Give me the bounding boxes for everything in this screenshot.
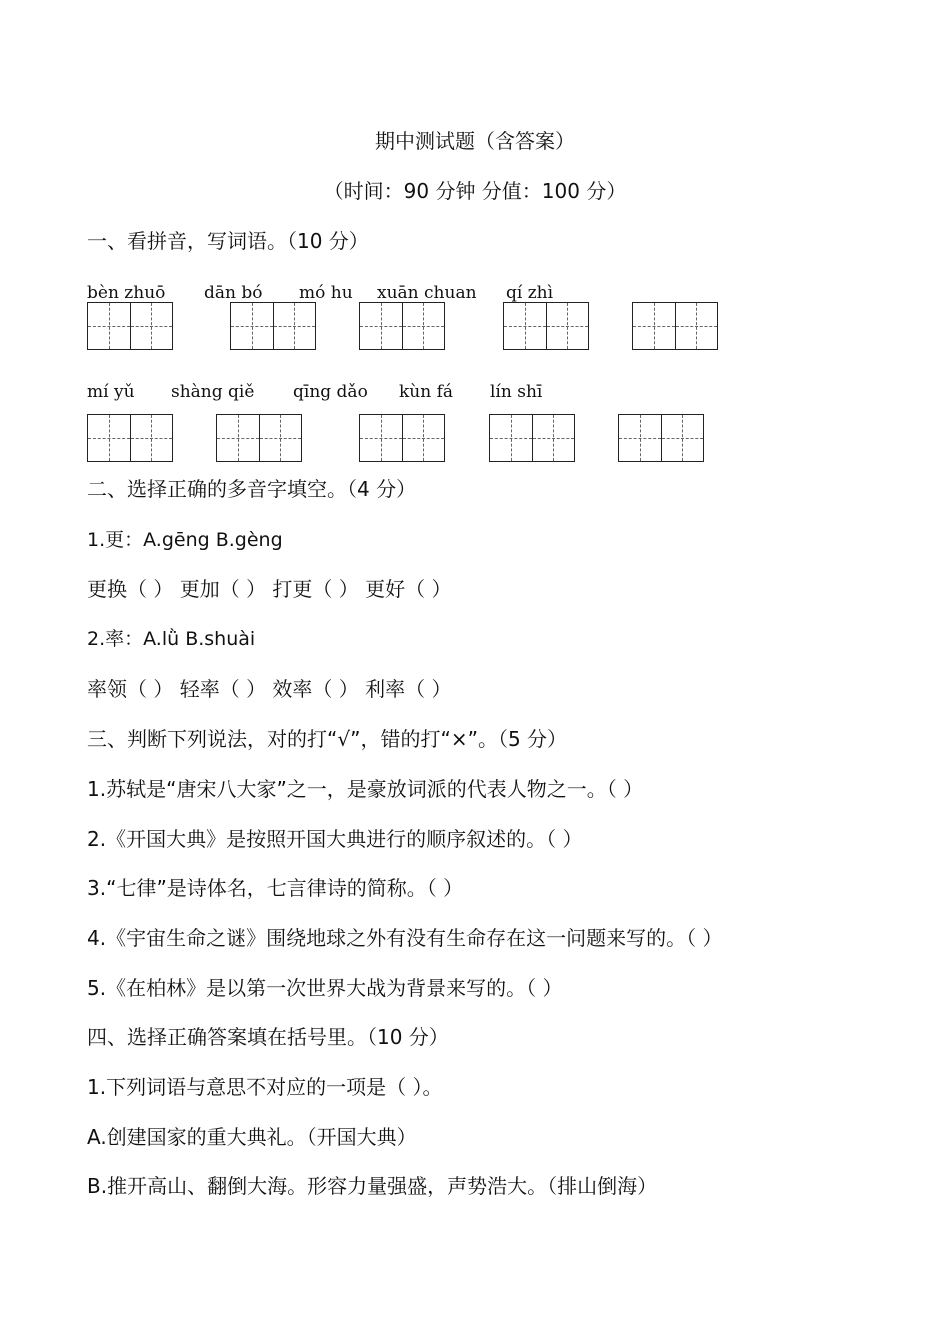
- pinyin-label: xuān chuan: [377, 283, 477, 303]
- judgment-item: 4.《宇宙生命之谜》围绕地球之外有没有生命存在这一问题来写的。（ ）: [87, 926, 723, 950]
- writing-grid[interactable]: [216, 414, 302, 462]
- pinyin-label: mó hu: [299, 283, 353, 303]
- pinyin-label: lín shī: [490, 382, 543, 402]
- judgment-item: 5.《在柏林》是以第一次世界大战为背景来写的。（ ）: [87, 976, 563, 1000]
- judgment-item: 1.苏轼是“唐宋八大家”之一，是豪放词派的代表人物之一。（ ）: [87, 777, 644, 801]
- writing-grid[interactable]: [489, 414, 575, 462]
- option-b: B.推开高山、翻倒大海。形容力量强盛，声势浩大。（排山倒海）: [87, 1174, 658, 1198]
- pinyin-label: qí zhì: [506, 283, 554, 303]
- exam-info: （时间：90 分钟 分值：100 分）: [323, 179, 627, 203]
- writing-grid[interactable]: [359, 302, 445, 350]
- section-2-heading: 二、选择正确的多音字填空。（4 分）: [87, 477, 417, 501]
- writing-grid[interactable]: [230, 302, 316, 350]
- judgment-item: 3.“七律”是诗体名，七言律诗的简称。（ ）: [87, 876, 464, 900]
- writing-grid[interactable]: [87, 414, 173, 462]
- page-title: 期中测试题（含答案）: [375, 129, 575, 153]
- pinyin-label: shàng qiě: [171, 382, 255, 402]
- writing-grid[interactable]: [87, 302, 173, 350]
- writing-grid[interactable]: [632, 302, 718, 350]
- pinyin-label: mí yǔ: [87, 382, 135, 402]
- question-2-1-blanks: 更换（ ） 更加（ ） 打更（ ） 更好（ ）: [87, 577, 452, 601]
- judgment-item: 2.《开国大典》是按照开国大典进行的顺序叙述的。（ ）: [87, 827, 583, 851]
- pinyin-label: qīng dǎo: [293, 382, 368, 402]
- pinyin-label: bèn zhuō: [87, 283, 166, 303]
- writing-grid[interactable]: [618, 414, 704, 462]
- writing-grid[interactable]: [503, 302, 589, 350]
- question-2-2: 2.率：A.lǜ B.shuài: [87, 628, 256, 650]
- question-2-2-blanks: 率领（ ） 轻率（ ） 效率（ ） 利率（ ）: [87, 677, 452, 701]
- section-3-heading: 三、判断下列说法，对的打“√”，错的打“×”。（5 分）: [87, 727, 568, 751]
- option-a: A.创建国家的重大典礼。（开国大典）: [87, 1125, 417, 1149]
- question-4-1: 1.下列词语与意思不对应的一项是（ ）。: [87, 1075, 443, 1099]
- pinyin-label: kùn fá: [399, 382, 454, 402]
- pinyin-label: dān bó: [204, 283, 263, 303]
- section-1-heading: 一、看拼音，写词语。（10 分）: [87, 229, 369, 253]
- writing-grid[interactable]: [359, 414, 445, 462]
- section-4-heading: 四、选择正确答案填在括号里。（10 分）: [87, 1025, 449, 1049]
- question-2-1: 1.更：A.gēng B.gèng: [87, 529, 283, 551]
